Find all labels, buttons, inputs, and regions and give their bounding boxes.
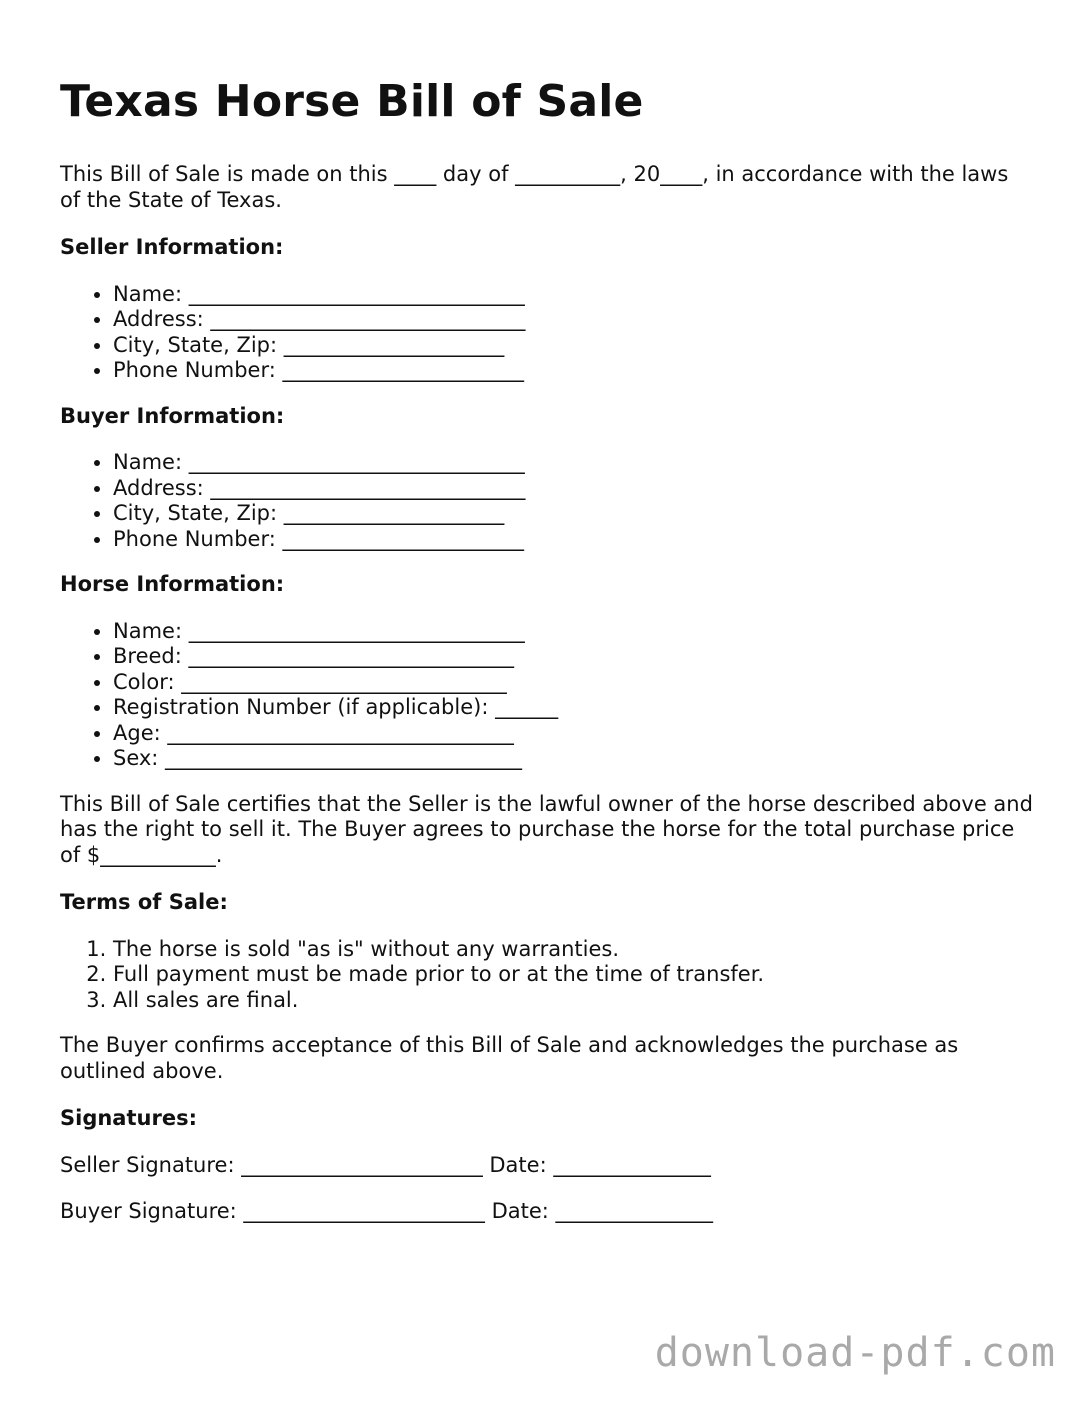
terms-item: 2. Full payment must be made prior to or at the time of transfer. bbox=[113, 962, 1035, 988]
buyer-city-state-zip-field: • City, State, Zip: _____________________ bbox=[113, 501, 1035, 527]
buyer-address-field: • Address: ______________________________ bbox=[113, 476, 1035, 502]
horse-sex-field: • Sex: __________________________________ bbox=[113, 746, 1035, 772]
horse-color-field: • Color: _______________________________ bbox=[113, 670, 1035, 696]
buyer-phone-field: • Phone Number: _______________________ bbox=[113, 527, 1035, 553]
terms-heading: Terms of Sale: bbox=[60, 890, 228, 914]
horse-age-field: • Age: _________________________________ bbox=[113, 721, 1035, 747]
seller-name-field: • Name: ________________________________ bbox=[113, 282, 1035, 308]
horse-breed-field: • Breed: _______________________________ bbox=[113, 644, 1035, 670]
horse-list bbox=[60, 619, 1035, 772]
document-title: Texas Horse Bill of Sale bbox=[60, 76, 644, 127]
buyer-signature-line: Buyer Signature: _______________________ Date: _______________ bbox=[60, 1199, 714, 1223]
seller-address-field: • Address: ______________________________ bbox=[113, 307, 1035, 333]
seller-heading: Seller Information: bbox=[60, 235, 284, 259]
buyer-name-field: • Name: ________________________________ bbox=[113, 450, 1035, 476]
document-page bbox=[60, 72, 1035, 1246]
terms-item: 3. All sales are final. bbox=[113, 988, 1035, 1014]
seller-signature-line: Seller Signature: _______________________ Date: _______________ bbox=[60, 1152, 711, 1177]
buyer-heading: Buyer Information: bbox=[60, 403, 285, 428]
acceptance-paragraph: The Buyer confirms acceptance of this Bill of Sale and acknowledges the purchase as outlined above. bbox=[60, 1033, 959, 1083]
seller-list bbox=[60, 282, 1035, 384]
watermark: download-pdf.com bbox=[654, 1330, 1056, 1376]
horse-registration-field: • Registration Number (if applicable): ______ bbox=[113, 695, 1035, 721]
seller-phone-field: • Phone Number: _______________________ bbox=[113, 358, 1035, 384]
intro-paragraph: This Bill of Sale is made on this ____ day of __________, 20____, in accordance with the laws of the State of Texas. bbox=[60, 162, 1009, 212]
horse-heading: Horse Information: bbox=[60, 572, 285, 596]
seller-city-state-zip-field: • City, State, Zip: _____________________ bbox=[113, 333, 1035, 359]
horse-name-field: • Name: ________________________________ bbox=[113, 619, 1035, 645]
buyer-list bbox=[60, 450, 1035, 552]
terms-list bbox=[60, 937, 1035, 1014]
terms-item: 1. The horse is sold "as is" without any warranties. bbox=[113, 937, 1035, 963]
signatures-heading: Signatures: bbox=[60, 1106, 197, 1130]
certification-paragraph: This Bill of Sale certifies that the Seller is the lawful owner of the horse described above and has the right to sell it. The Buyer agrees to purchase the horse for the total purchase price of $___________. bbox=[60, 791, 1033, 867]
